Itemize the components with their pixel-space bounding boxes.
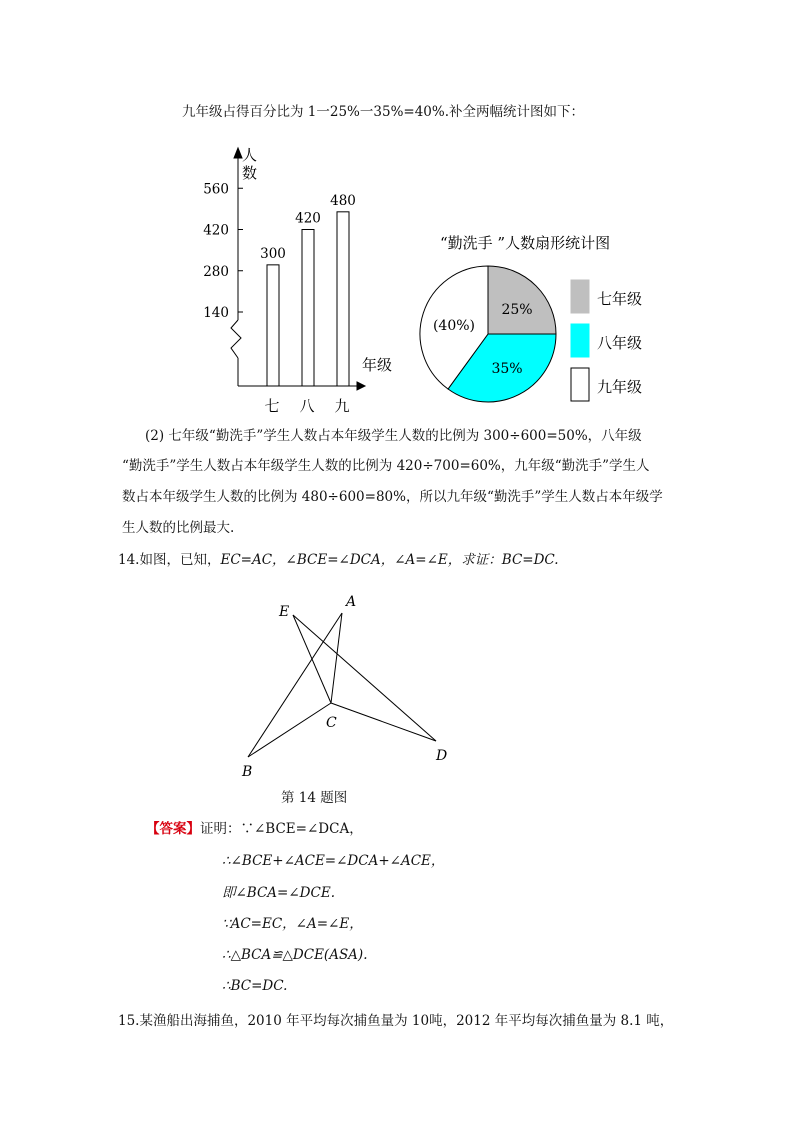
point-E-label: E (279, 604, 290, 620)
legend-swatch-七年级 (571, 280, 589, 313)
proof-line-2: ∴∠BCE+∠ACE=∠DCA+∠ACE， (222, 853, 445, 869)
segment-BA (248, 613, 342, 757)
pie-slice-七年级 (488, 266, 556, 334)
bar-七 (267, 265, 279, 386)
pie-slice-label: 25% (501, 302, 533, 318)
segment-EC (293, 615, 331, 703)
bar-九 (337, 212, 349, 386)
intro-text: 九年级占得百分比为 1一25%一35%=40%.补全两幅统计图如下： (182, 104, 585, 120)
bar-data-label: 420 (295, 210, 321, 227)
q14-given: EC=AC，∠BCE=∠DCA，∠A=∠E，求证：BC=DC. (220, 552, 559, 568)
q15-text: 15.某渔船出海捕鱼，2010 年平均每次捕鱼量为 10吨，2012 年平均每次捕鱼量为 8.1 吨， (118, 1013, 674, 1029)
bar-data-label: 480 (330, 192, 356, 209)
bar-ytick-label: 280 (203, 263, 229, 280)
point-C-label: C (326, 715, 337, 731)
q14-question (118, 551, 559, 569)
legend-label: 九年级 (597, 378, 643, 396)
legend-swatch-九年级 (571, 368, 589, 401)
bar-ytick-label: 560 (203, 181, 229, 198)
answer-line (146, 820, 363, 838)
pie-slice-label: (40%) (432, 318, 476, 334)
part2-line-4: 生人数的比例最大. (122, 520, 235, 536)
point-A-label: A (346, 594, 357, 610)
legend-label: 八年级 (597, 334, 643, 352)
figure-caption: 第 14 题图 (281, 790, 348, 806)
segment-ED (293, 615, 436, 741)
answer-tag: 【答案】 (146, 821, 200, 837)
bar-xlabel: 年级 (362, 356, 393, 374)
point-B-label: B (242, 764, 253, 780)
bar-category-label: 八 (299, 397, 315, 415)
proof-line-3: 即∠BCA=∠DCE. (222, 885, 335, 901)
pie-chart (412, 228, 662, 413)
proof-line-6: ∴BC=DC. (222, 978, 288, 994)
segment-BC (248, 703, 331, 757)
proof-line-4: ∵AC=EC，∠A=∠E， (222, 916, 363, 932)
bar-八 (302, 230, 314, 387)
bar-ytick-label: 140 (203, 305, 229, 321)
legend-swatch-八年级 (571, 324, 589, 357)
bar-ytick-label: 420 (203, 222, 229, 239)
bar-category-label: 九 (334, 397, 350, 415)
proof-line-5: ∴△BCA≌△DCE(ASA). (222, 947, 368, 963)
geometry-figure (235, 588, 465, 783)
bar-data-label: 300 (260, 245, 286, 262)
bar-chart (195, 140, 405, 415)
pie-slice-label: 35% (491, 361, 523, 377)
legend-label: 七年级 (597, 290, 643, 308)
q14-prefix: 14.如图，已知， (118, 552, 221, 568)
proof-line-1: 证明：∵∠BCE=∠DCA， (200, 821, 363, 837)
point-D-label: D (436, 748, 448, 764)
pie-title: “勤洗手 ”人数扇形统计图 (440, 234, 611, 252)
bar-ylabel: 人数 (242, 146, 258, 182)
bar-category-label: 七 (264, 397, 280, 415)
part2-line-2: “勤洗手”学生人数占本年级学生人数的比例为 420÷700=60%，九年级“勤洗手”学生人 (122, 458, 650, 474)
segment-CD (331, 703, 436, 741)
part2-line-1: (2) 七年级“勤洗手”学生人数占本年级学生人数的比例为 300÷600=50%，八年级 (145, 428, 642, 444)
part2-line-3: 数占本年级学生人数的比例为 480÷600=80%，所以九年级“勤洗手”学生人数占本年级学 (122, 489, 663, 505)
